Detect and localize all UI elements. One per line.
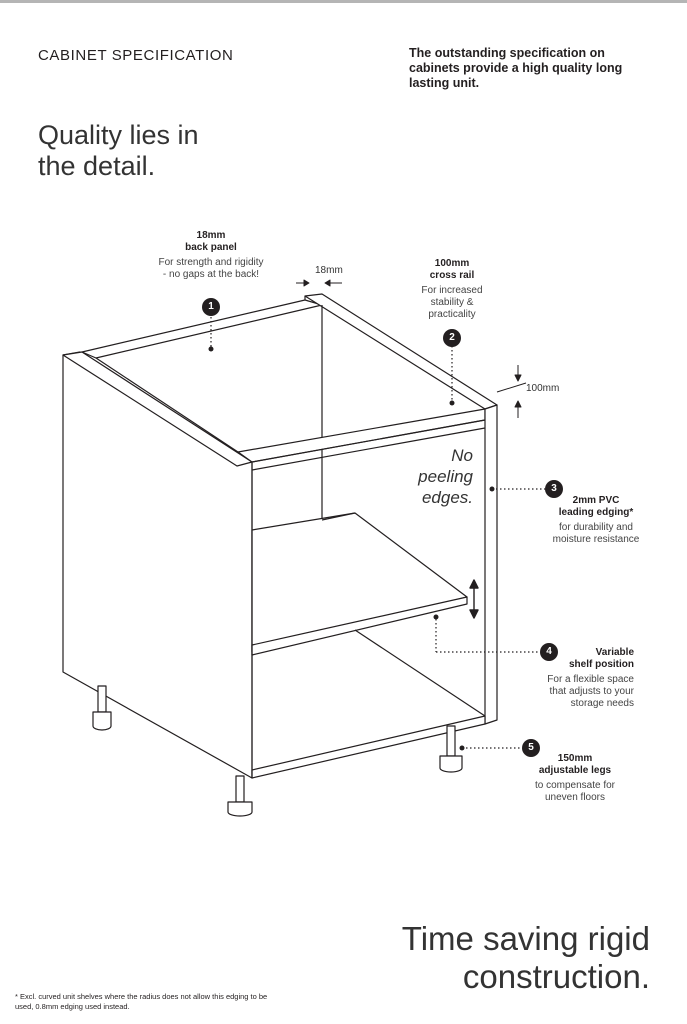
intro-text: The outstanding specification on cabinets provide a high quality long lasting unit. (409, 46, 623, 90)
callout-pvc-edging (545, 495, 647, 546)
callout-5-title-2: adjustable legs (538, 765, 612, 776)
footer-title-line-2: construction. (462, 958, 650, 995)
section-title: CABINET SPECIFICATION (38, 47, 234, 64)
note-line-2: peeling (418, 467, 473, 486)
callout-1-badge: 1 (202, 298, 220, 316)
callout-3-desc: for durability and moisture resistance (552, 522, 640, 545)
headline-line-1: Quality lies in (38, 120, 199, 150)
double-arrow-icon (470, 580, 478, 618)
callout-3-title-2: leading edging* (558, 507, 634, 518)
callout-2-title-2: cross rail (429, 270, 475, 281)
footer-title (402, 920, 650, 996)
rail-height-arrows (497, 365, 526, 418)
callout-1-title-2: back panel (185, 242, 237, 253)
footer-title-line-1: Time saving rigid (401, 920, 650, 957)
callout-4-title-1: Variable (595, 647, 634, 658)
base-inner-line (355, 630, 485, 716)
callout-2-desc: For increased stability & practicality (421, 285, 483, 320)
dimension-arrow-icon (296, 280, 342, 286)
callout-1-title-1: 18mm (196, 230, 226, 241)
callout-5-badge: 5 (522, 739, 540, 757)
callout-5-desc: to compensate for uneven floors (534, 780, 616, 803)
callout-shelf-position (542, 647, 634, 710)
callout-3-badge: 3 (545, 480, 563, 498)
note-line-1: No (451, 446, 473, 465)
callout-4-title-2: shelf position (569, 659, 634, 670)
footnote: * Excl. curved unit shelves where the radius does not allow this edging to be used, 0.8mm edging used instead. (15, 992, 268, 1011)
callout-4-desc: For a flexible space that adjusts to your storage needs (547, 674, 634, 709)
callout-adjustable-legs (525, 753, 625, 804)
cabinet-right-panel-edge (485, 405, 497, 724)
no-peeling-edges-note (395, 445, 473, 508)
callout-2-badge: 2 (443, 329, 461, 347)
note-line-3: edges. (421, 488, 473, 507)
callout-back-panel (158, 230, 264, 281)
callout-4-badge: 4 (540, 643, 558, 661)
leg-front-left (228, 776, 252, 816)
rail-height-label: 100mm (526, 383, 560, 394)
panel-thickness-label: 18mm (315, 265, 343, 276)
callout-5-title-1: 150mm (557, 753, 593, 764)
callout-cross-rail (408, 258, 496, 321)
cabinet-shelf (252, 513, 467, 652)
callout-1-desc: For strength and rigidity - no gaps at the back! (158, 257, 264, 280)
callout-3-title-1: 2mm PVC (572, 495, 620, 506)
callout-2-title-1: 100mm (434, 258, 470, 269)
headline-line-2: the detail. (38, 151, 156, 181)
